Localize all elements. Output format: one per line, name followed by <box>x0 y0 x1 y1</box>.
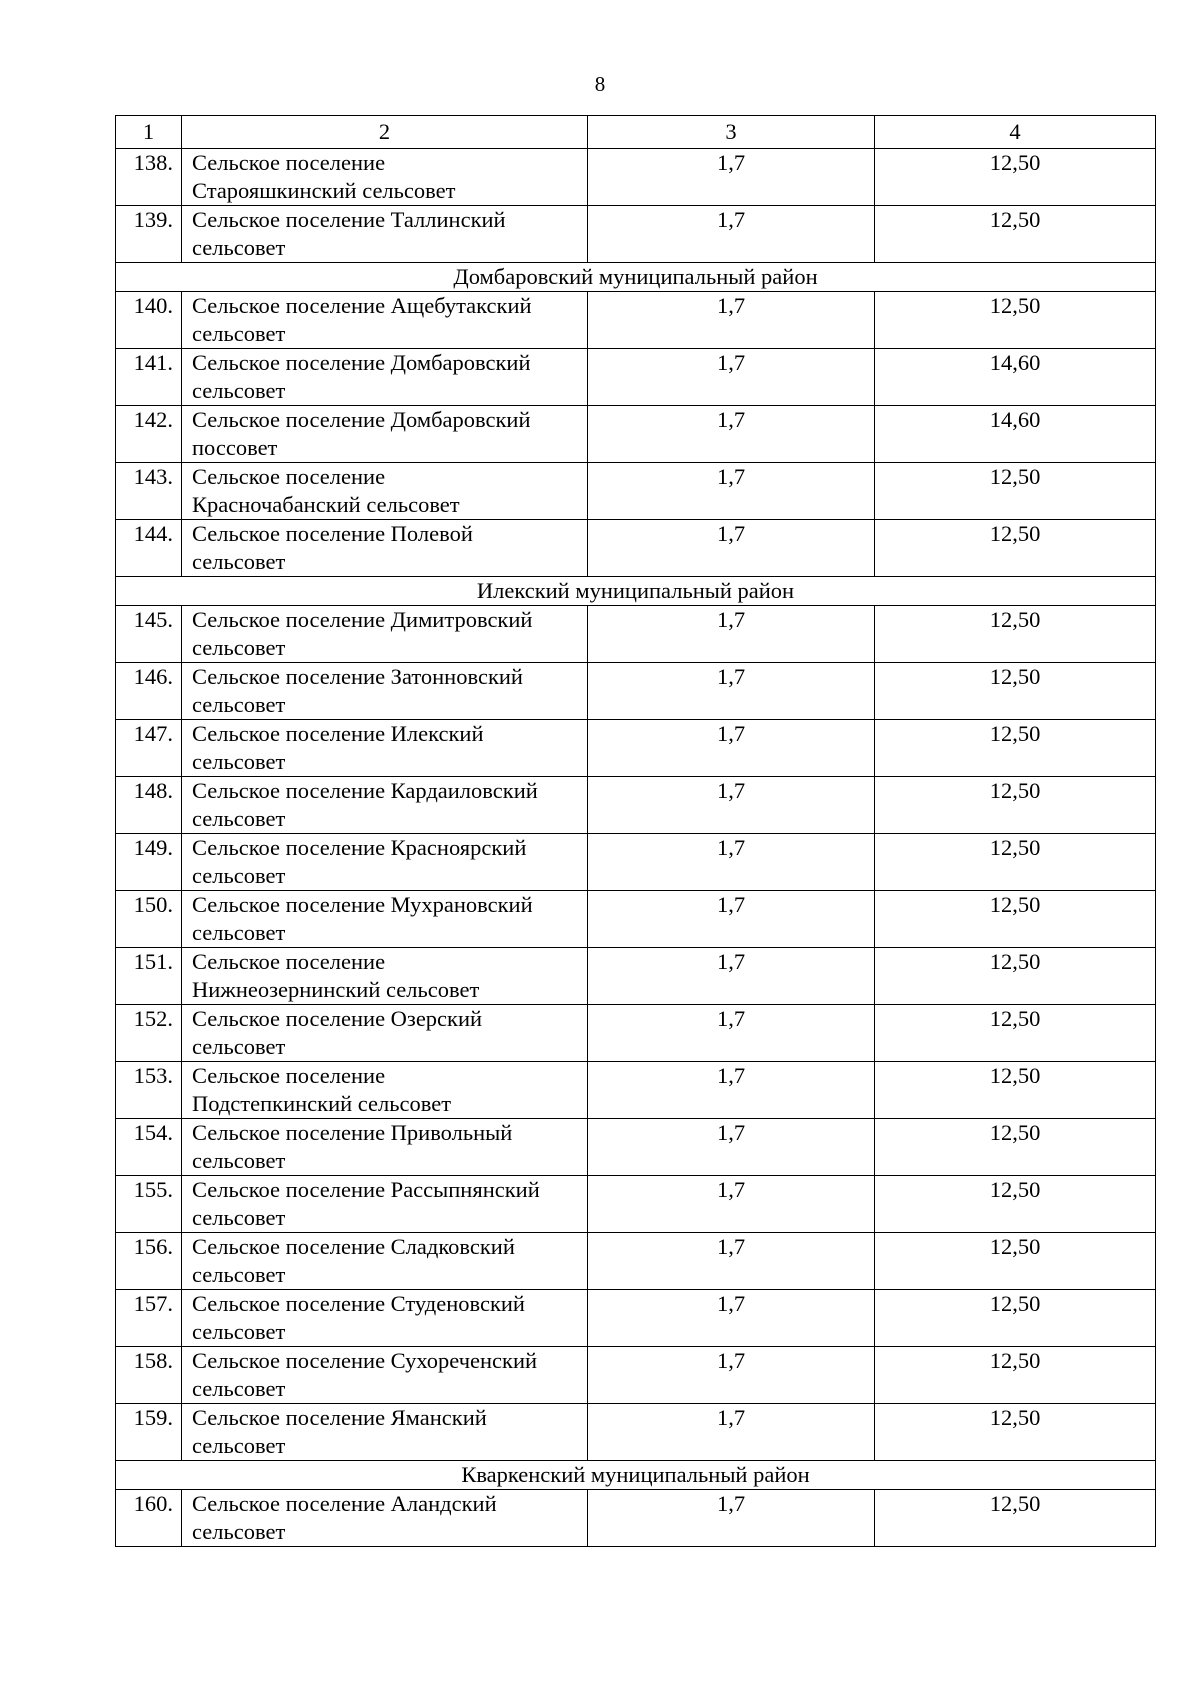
settlement-name-line: сельсовет <box>192 635 286 660</box>
column-3-value: 1,7 <box>588 1233 875 1290</box>
district-title: Домбаровский муниципальный район <box>116 263 1156 292</box>
settlement-name <box>182 663 588 720</box>
settlement-name-line: Подстепкинский сельсовет <box>192 1091 452 1116</box>
column-4-value: 12,50 <box>875 777 1156 834</box>
settlement-name-line: Сельское поселение Сухореченский <box>192 1348 538 1373</box>
row-number: 153. <box>116 1062 182 1119</box>
table-row <box>116 1347 1156 1404</box>
column-4-value: 12,50 <box>875 948 1156 1005</box>
settlement-name <box>182 834 588 891</box>
settlements-table <box>115 115 1156 1547</box>
settlement-name-line: Сельское поселение Привольный <box>192 1120 513 1145</box>
table-row <box>116 663 1156 720</box>
column-4-value: 12,50 <box>875 606 1156 663</box>
column-3-value: 1,7 <box>588 663 875 720</box>
district-header-row <box>116 577 1156 606</box>
table-row <box>116 720 1156 777</box>
settlement-name-line: Сельское поселение Илекский <box>192 721 484 746</box>
column-3-value: 1,7 <box>588 463 875 520</box>
table-row <box>116 349 1156 406</box>
settlement-name <box>182 1404 588 1461</box>
table-row <box>116 891 1156 948</box>
settlement-name-line: Сельское поселение Кардаиловский <box>192 778 538 803</box>
row-number: 154. <box>116 1119 182 1176</box>
column-4-value: 12,50 <box>875 720 1156 777</box>
settlement-name-line: Сельское поселение Рассыпнянский <box>192 1177 540 1202</box>
table-row <box>116 406 1156 463</box>
row-number: 140. <box>116 292 182 349</box>
settlement-name-line: Красночабанский сельсовет <box>192 492 460 517</box>
settlement-name-line: Сельское поселение Аландский <box>192 1491 497 1516</box>
settlement-name <box>182 1233 588 1290</box>
settlement-name <box>182 1347 588 1404</box>
row-number: 152. <box>116 1005 182 1062</box>
settlement-name-line: Сельское поселение Димитровский <box>192 607 533 632</box>
column-4-value: 12,50 <box>875 1005 1156 1062</box>
settlement-name <box>182 1119 588 1176</box>
settlement-name-line: сельсовет <box>192 692 286 717</box>
settlement-name <box>182 1176 588 1233</box>
row-number: 142. <box>116 406 182 463</box>
row-number: 144. <box>116 520 182 577</box>
settlement-name <box>182 891 588 948</box>
column-3-value: 1,7 <box>588 520 875 577</box>
settlement-name-line: Сельское поселение <box>192 949 386 974</box>
district-header-row <box>116 1461 1156 1490</box>
column-4-value: 12,50 <box>875 1347 1156 1404</box>
table-row <box>116 1490 1156 1547</box>
column-3-value: 1,7 <box>588 1404 875 1461</box>
row-number: 138. <box>116 149 182 206</box>
column-4-value: 12,50 <box>875 1062 1156 1119</box>
settlement-name-line: Сельское поселение Красноярский <box>192 835 527 860</box>
settlement-name-line: сельсовет <box>192 1262 286 1287</box>
settlement-name-line: сельсовет <box>192 1034 286 1059</box>
column-3-value: 1,7 <box>588 1176 875 1233</box>
district-header-row <box>116 263 1156 292</box>
column-3-value: 1,7 <box>588 720 875 777</box>
settlement-name <box>182 349 588 406</box>
settlement-name-line: поссовет <box>192 435 278 460</box>
row-number: 150. <box>116 891 182 948</box>
row-number: 159. <box>116 1404 182 1461</box>
settlement-name-line: Сельское поселение Студеновский <box>192 1291 525 1316</box>
settlement-name-line: Сельское поселение Сладковский <box>192 1234 515 1259</box>
settlement-name <box>182 149 588 206</box>
settlement-name-line: сельсовет <box>192 863 286 888</box>
table-row <box>116 1404 1156 1461</box>
row-number: 149. <box>116 834 182 891</box>
settlement-name <box>182 1005 588 1062</box>
settlement-name-line: сельсовет <box>192 1205 286 1230</box>
column-4-value: 12,50 <box>875 206 1156 263</box>
settlement-name-line: Сельское поселение Мухрановский <box>192 892 533 917</box>
column-3-value: 1,7 <box>588 406 875 463</box>
row-number: 148. <box>116 777 182 834</box>
settlement-name <box>182 1490 588 1547</box>
settlement-name <box>182 1290 588 1347</box>
column-3-value: 1,7 <box>588 1119 875 1176</box>
settlement-name-line: Сельское поселение <box>192 464 386 489</box>
settlement-name-line: Старояшкинский сельсовет <box>192 178 456 203</box>
table-row <box>116 463 1156 520</box>
table-row <box>116 777 1156 834</box>
settlement-name <box>182 606 588 663</box>
column-3-value: 1,7 <box>588 834 875 891</box>
column-4-value: 12,50 <box>875 520 1156 577</box>
column-3-value: 1,7 <box>588 1005 875 1062</box>
settlement-name-line: Сельское поселение <box>192 150 386 175</box>
column-header-1: 1 <box>116 116 182 149</box>
settlement-name-line: сельсовет <box>192 920 286 945</box>
settlement-name-line: Сельское поселение Домбаровский <box>192 407 531 432</box>
settlement-name <box>182 292 588 349</box>
column-4-value: 12,50 <box>875 1290 1156 1347</box>
settlement-name <box>182 1062 588 1119</box>
table-row <box>116 948 1156 1005</box>
row-number: 141. <box>116 349 182 406</box>
table-row <box>116 520 1156 577</box>
settlement-name-line: Сельское поселение Озерский <box>192 1006 483 1031</box>
column-header-2: 2 <box>182 116 588 149</box>
row-number: 157. <box>116 1290 182 1347</box>
row-number: 155. <box>116 1176 182 1233</box>
column-4-value: 12,50 <box>875 1119 1156 1176</box>
row-number: 147. <box>116 720 182 777</box>
column-4-value: 12,50 <box>875 1490 1156 1547</box>
table-row <box>116 834 1156 891</box>
settlement-name-line: Сельское поселение Полевой <box>192 521 473 546</box>
settlement-name-line: сельсовет <box>192 1519 286 1544</box>
table-row <box>116 292 1156 349</box>
column-3-value: 1,7 <box>588 777 875 834</box>
settlement-name <box>182 406 588 463</box>
column-3-value: 1,7 <box>588 206 875 263</box>
column-4-value: 12,50 <box>875 834 1156 891</box>
column-header-row <box>116 116 1156 149</box>
settlement-name <box>182 948 588 1005</box>
settlement-name-line: Сельское поселение Затонновский <box>192 664 523 689</box>
column-4-value: 12,50 <box>875 292 1156 349</box>
column-header-3: 3 <box>588 116 875 149</box>
table-row <box>116 1233 1156 1290</box>
settlement-name-line: Сельское поселение Таллинский <box>192 207 506 232</box>
settlement-name-line: Сельское поселение Домбаровский <box>192 350 531 375</box>
table-row <box>116 149 1156 206</box>
settlement-name-line: сельсовет <box>192 321 286 346</box>
row-number: 156. <box>116 1233 182 1290</box>
column-3-value: 1,7 <box>588 1062 875 1119</box>
row-number: 143. <box>116 463 182 520</box>
settlement-name-line: Сельское поселение <box>192 1063 386 1088</box>
table-row <box>116 1176 1156 1233</box>
settlement-name <box>182 206 588 263</box>
table-row <box>116 1005 1156 1062</box>
page-number: 8 <box>594 72 606 96</box>
column-4-value: 12,50 <box>875 463 1156 520</box>
settlement-name-line: Сельское поселение Ащебутакский <box>192 293 532 318</box>
column-4-value: 12,50 <box>875 1233 1156 1290</box>
row-number: 139. <box>116 206 182 263</box>
row-number: 160. <box>116 1490 182 1547</box>
column-header-4: 4 <box>875 116 1156 149</box>
settlement-name-line: Нижнеозернинский сельсовет <box>192 977 480 1002</box>
column-4-value: 12,50 <box>875 663 1156 720</box>
row-number: 146. <box>116 663 182 720</box>
column-4-value: 14,60 <box>875 349 1156 406</box>
table-row <box>116 606 1156 663</box>
table-row <box>116 1290 1156 1347</box>
settlement-name-line: сельсовет <box>192 806 286 831</box>
table-body <box>116 116 1156 1547</box>
row-number: 158. <box>116 1347 182 1404</box>
column-4-value: 12,50 <box>875 1404 1156 1461</box>
column-4-value: 12,50 <box>875 149 1156 206</box>
column-3-value: 1,7 <box>588 948 875 1005</box>
district-title: Илекский муниципальный район <box>116 577 1156 606</box>
settlement-name-line: сельсовет <box>192 749 286 774</box>
column-4-value: 12,50 <box>875 1176 1156 1233</box>
column-3-value: 1,7 <box>588 1490 875 1547</box>
column-3-value: 1,7 <box>588 606 875 663</box>
settlement-name <box>182 720 588 777</box>
settlement-name-line: Сельское поселение Яманский <box>192 1405 487 1430</box>
column-3-value: 1,7 <box>588 1347 875 1404</box>
settlement-name-line: сельсовет <box>192 1148 286 1173</box>
settlement-name-line: сельсовет <box>192 235 286 260</box>
table-row <box>116 1062 1156 1119</box>
table-row <box>116 1119 1156 1176</box>
table-row <box>116 206 1156 263</box>
settlement-name <box>182 777 588 834</box>
column-3-value: 1,7 <box>588 349 875 406</box>
column-3-value: 1,7 <box>588 149 875 206</box>
settlement-name-line: сельсовет <box>192 549 286 574</box>
settlement-name <box>182 520 588 577</box>
row-number: 145. <box>116 606 182 663</box>
settlement-name <box>182 463 588 520</box>
district-title: Кваркенский муниципальный район <box>116 1461 1156 1490</box>
settlement-name-line: сельсовет <box>192 1433 286 1458</box>
settlement-name-line: сельсовет <box>192 1319 286 1344</box>
column-3-value: 1,7 <box>588 1290 875 1347</box>
row-number: 151. <box>116 948 182 1005</box>
column-3-value: 1,7 <box>588 891 875 948</box>
column-4-value: 14,60 <box>875 406 1156 463</box>
settlement-name-line: сельсовет <box>192 378 286 403</box>
column-3-value: 1,7 <box>588 292 875 349</box>
column-4-value: 12,50 <box>875 891 1156 948</box>
settlement-name-line: сельсовет <box>192 1376 286 1401</box>
